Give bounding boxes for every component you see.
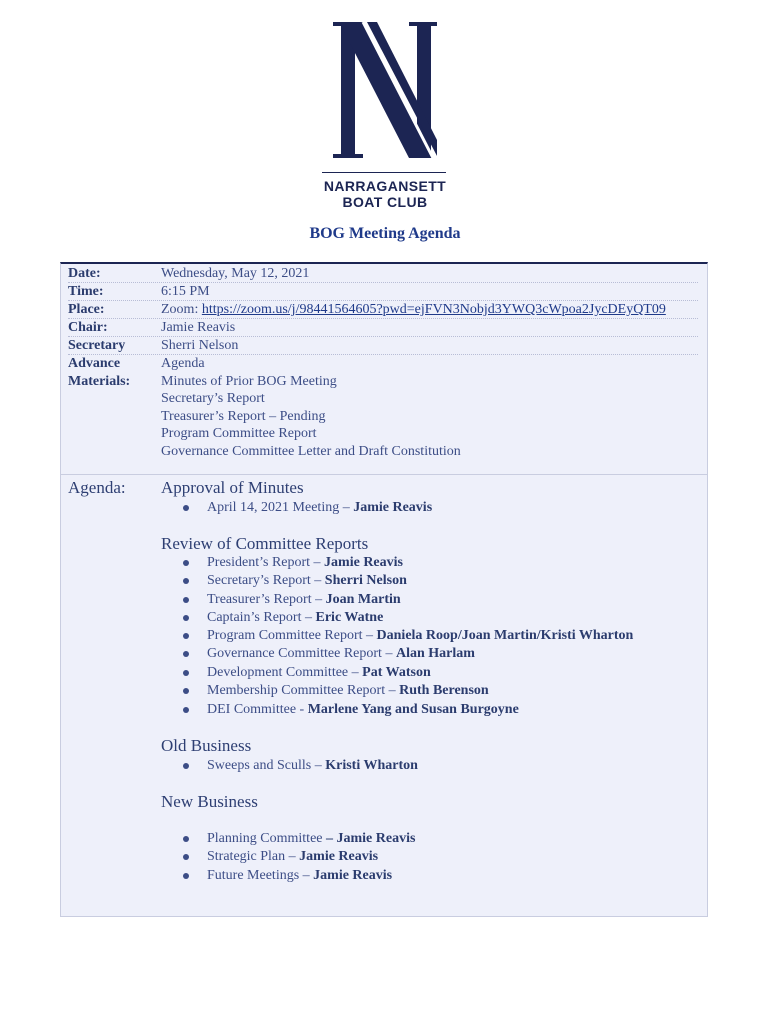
advance-materials-row-6	[68, 443, 698, 460]
item-text: Membership Committee Report –	[207, 683, 400, 698]
place-prefix: Zoom:	[161, 302, 202, 317]
advance-materials-row-1	[68, 355, 698, 372]
advance-label-line2: Materials:	[68, 374, 131, 389]
item-person: Jamie Reavis	[313, 868, 393, 883]
logo-divider	[322, 172, 446, 173]
item-text: Development Committee –	[207, 665, 363, 680]
item-person: Pat Watson	[362, 665, 431, 680]
field-place	[68, 301, 698, 319]
item-text: Program Committee Report –	[207, 628, 377, 643]
bullet-icon	[183, 615, 189, 621]
field-chair	[68, 319, 698, 337]
n-letter-logo-icon	[333, 20, 437, 160]
item-person: Sherri Nelson	[324, 573, 407, 588]
field-label: Date:	[68, 266, 101, 281]
item-text: Secretary’s Report –	[207, 573, 325, 588]
advance-materials-row-5	[68, 425, 698, 442]
item-person: Kristi Wharton	[325, 758, 418, 773]
bullet-icon	[183, 651, 189, 657]
advance-materials-row-3	[68, 390, 698, 407]
item-person: Marlene Yang and Susan Burgoyne	[307, 702, 519, 717]
bullet-icon	[183, 763, 189, 769]
bullet-icon	[183, 873, 189, 879]
advance-item: Secretary’s Report	[161, 391, 265, 406]
item-text: Strategic Plan –	[207, 849, 300, 864]
item-text: Captain’s Report –	[207, 610, 316, 625]
item-person: Daniela Roop/Joan Martin/Kristi Wharton	[376, 628, 634, 643]
zoom-link[interactable]: https://zoom.us/j/98441564605?pwd=ejFVN3Nobjd3YWQ3cWpoa2JycDEyQT09	[201, 302, 666, 317]
item-person: Ruth Berenson	[399, 683, 489, 698]
advance-item: Treasurer’s Report – Pending	[161, 409, 326, 424]
bullet-icon	[183, 854, 189, 860]
advance-item: Program Committee Report	[161, 426, 317, 441]
agenda-label: Agenda:	[68, 478, 126, 497]
advance-materials-row-2	[68, 373, 698, 390]
item-text: Planning Committee	[207, 831, 326, 846]
item-person: Jamie Reavis	[353, 500, 433, 515]
bullet-icon	[183, 688, 189, 694]
org-name-line2: BOAT CLUB	[342, 194, 428, 210]
field-time	[68, 283, 698, 301]
section-divider	[61, 474, 707, 475]
field-label: Chair:	[68, 320, 108, 335]
bullet-icon	[183, 505, 189, 511]
field-value: Jamie Reavis	[161, 320, 236, 335]
item-person: Alan Harlam	[395, 646, 475, 661]
document-title: BOG Meeting Agenda	[309, 225, 461, 242]
item-text: April 14, 2021 Meeting –	[207, 500, 354, 515]
advance-item: Agenda	[161, 356, 205, 371]
field-label: Place:	[68, 302, 105, 317]
item-text: Sweeps and Sculls –	[207, 758, 326, 773]
bullet-icon	[183, 597, 189, 603]
item-text: Treasurer’s Report –	[207, 592, 326, 607]
org-name-line1: NARRAGANSETT	[323, 178, 447, 194]
item-text: Governance Committee Report –	[207, 646, 396, 661]
bullet-icon	[183, 670, 189, 676]
field-secretary	[68, 337, 698, 355]
field-value: Sherri Nelson	[161, 338, 239, 353]
advance-item: Minutes of Prior BOG Meeting	[161, 374, 337, 389]
field-value: Wednesday, May 12, 2021	[161, 266, 310, 281]
section-heading: Approval of Minutes	[161, 478, 304, 497]
advance-materials-row-4	[68, 408, 698, 425]
item-person: Jamie Reavis	[299, 849, 379, 864]
item-person: Joan Martin	[325, 592, 401, 607]
section-heading: New Business	[161, 792, 258, 811]
field-value	[161, 301, 666, 318]
field-date	[68, 265, 698, 283]
bullet-icon	[183, 836, 189, 842]
section-heading: Old Business	[161, 736, 252, 755]
item-person: Jamie Reavis	[324, 555, 403, 570]
bullet-icon	[183, 707, 189, 713]
field-value: 6:15 PM	[161, 284, 210, 299]
bullet-icon	[183, 560, 189, 566]
item-person: Eric Watne	[315, 610, 384, 625]
bullet-icon	[183, 578, 189, 584]
item-text: Future Meetings –	[207, 868, 314, 883]
item-person: – Jamie Reavis	[326, 831, 416, 846]
section-heading: Review of Committee Reports	[161, 534, 369, 553]
advance-label-line1: Advance	[68, 356, 121, 371]
bullet-icon	[183, 633, 189, 639]
item-text: President’s Report –	[207, 555, 325, 570]
item-text: DEI Committee -	[207, 702, 308, 717]
field-label: Time:	[68, 284, 104, 299]
field-label: Secretary	[68, 338, 126, 353]
advance-item: Governance Committee Letter and Draft Constitution	[161, 444, 461, 459]
